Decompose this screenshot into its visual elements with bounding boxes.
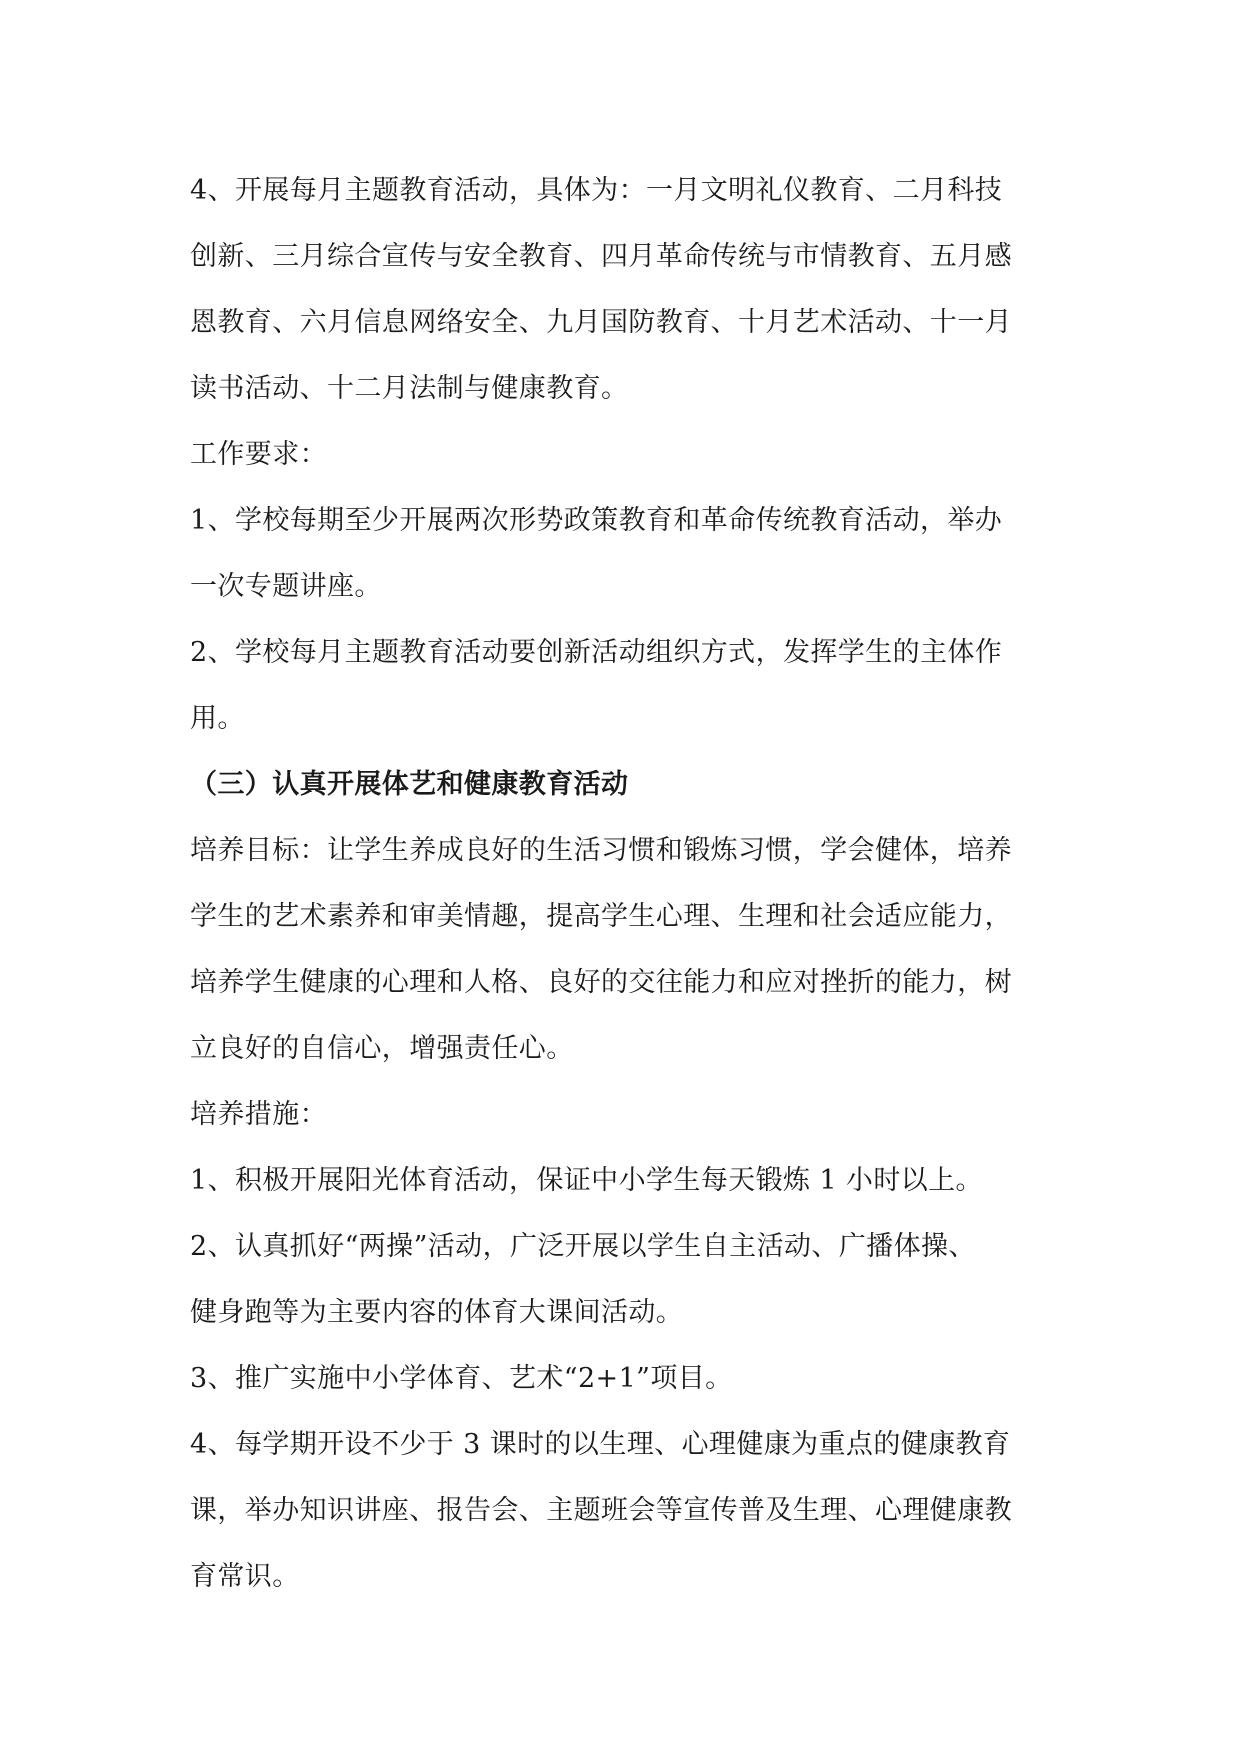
paragraph-monthly-themes-line-3: 恩教育、六月信息网络安全、九月国防教育、十月艺术活动、十一月 <box>190 307 1012 338</box>
section-heading-sports-arts-health: （三）认真开展体艺和健康教育活动 <box>190 769 629 800</box>
requirement-2-line-2: 用。 <box>190 703 245 734</box>
training-goal-line-3: 培养学生健康的心理和人格、良好的交往能力和应对挫折的能力，树 <box>190 967 1012 998</box>
measure-2-line-2: 健身跑等为主要内容的体育大课间活动。 <box>190 1297 684 1328</box>
measure-2-line-1: 2、认真抓好“两操”活动，广泛开展以学生自主活动、广播体操、 <box>190 1231 976 1262</box>
measure-4-line-1: 4、每学期开设不少于 3 课时的以生理、心理健康为重点的健康教育 <box>190 1429 1011 1460</box>
training-goal-line-1: 培养目标：让学生养成良好的生活习惯和锻炼习惯，学会健体，培养 <box>190 835 1012 866</box>
requirement-2-line-1: 2、学校每月主题教育活动要创新活动组织方式，发挥学生的主体作 <box>190 637 1003 668</box>
measure-4-line-2: 课，举办知识讲座、报告会、主题班会等宣传普及生理、心理健康教 <box>190 1495 1012 1526</box>
training-goal-line-2: 学生的艺术素养和审美情趣，提高学生心理、生理和社会适应能力， <box>190 901 1012 932</box>
requirement-1-line-1: 1、学校每期至少开展两次形势政策教育和革命传统教育活动，举办 <box>190 505 1003 536</box>
measure-3: 3、推广实施中小学体育、艺术“2+1”项目。 <box>190 1363 733 1394</box>
training-goal-line-4: 立良好的自信心，增强责任心。 <box>190 1033 574 1064</box>
measure-1: 1、积极开展阳光体育活动，保证中小学生每天锻炼 1 小时以上。 <box>190 1165 983 1196</box>
work-requirements-label: 工作要求： <box>190 439 327 470</box>
paragraph-monthly-themes-line-1: 4、开展每月主题教育活动，具体为：一月文明礼仪教育、二月科技 <box>190 175 1003 206</box>
training-measures-label: 培养措施： <box>190 1099 327 1130</box>
paragraph-monthly-themes-line-2: 创新、三月综合宣传与安全教育、四月革命传统与市情教育、五月感 <box>190 241 1012 272</box>
paragraph-monthly-themes-line-4: 读书活动、十二月法制与健康教育。 <box>190 373 629 404</box>
measure-4-line-3: 育常识。 <box>190 1561 300 1592</box>
document-page <box>190 158 1060 1610</box>
requirement-1-line-2: 一次专题讲座。 <box>190 571 382 602</box>
